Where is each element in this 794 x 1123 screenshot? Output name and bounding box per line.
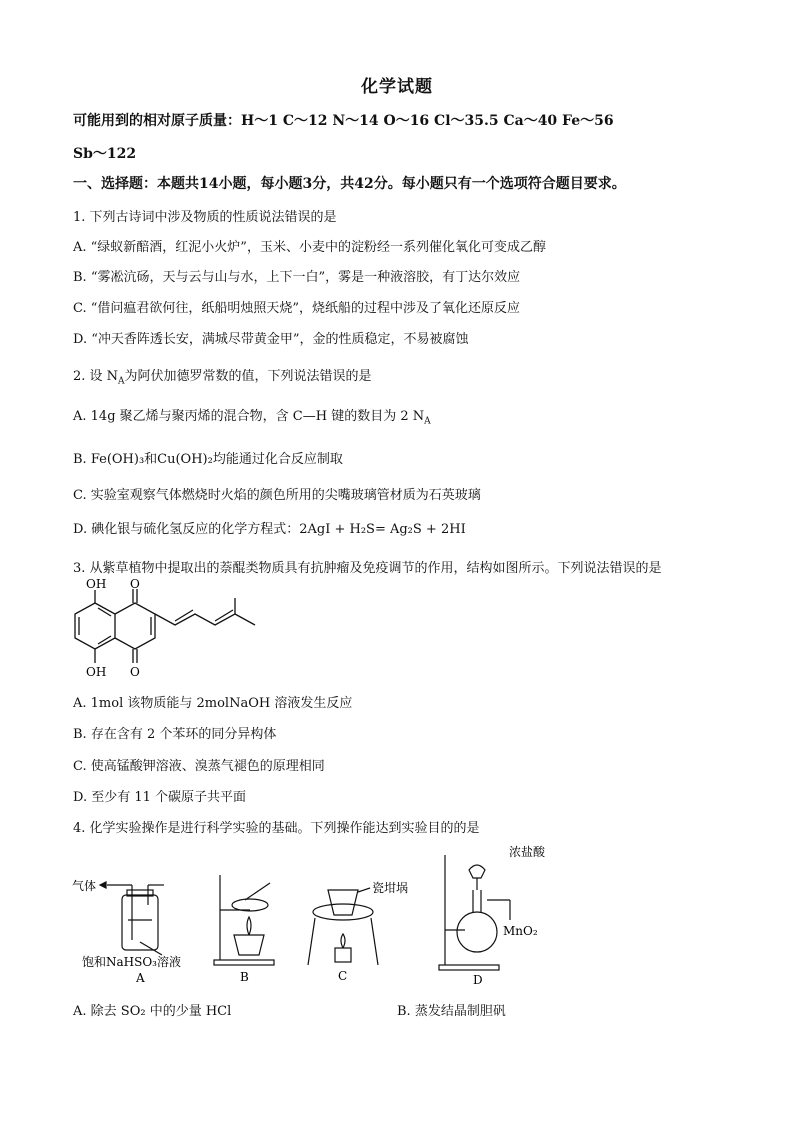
page-title: 化学试题: [361, 77, 433, 97]
apparatus-a: [72, 870, 202, 985]
q3-option-b: B. 存在含有 2 个苯环的同分异构体: [73, 727, 277, 742]
atomic-masses-line1: 可能用到的相对原子质量：H～1 C～12 N～14 O～16 Cl～35.5 Ca～40 Fe～56: [73, 113, 614, 129]
mno2-label: MnO₂: [503, 924, 538, 938]
q1-option-a: A. “绿蚁新醅酒，红泥小火炉”，玉米、小麦中的淀粉经一系列催化氧化可变成乙醇: [73, 240, 546, 255]
label-d: D: [473, 973, 483, 987]
label-a: A: [136, 971, 145, 985]
oh-bottom-label: OH: [86, 665, 107, 679]
q2-option-b: B. Fe(OH)₃和Cu(OH)₂均能通过化合反应制取: [73, 452, 343, 467]
q1-option-d: D. “冲天香阵透长安，满城尽带黄金甲”，金的性质稳定，不易被腐蚀: [73, 332, 469, 347]
q3-stem: 3. 从紫草植物中提取出的萘醌类物质具有抗肿瘤及免疫调节的作用，结构如图所示。下列说法错误的是: [73, 561, 662, 576]
solution-label: 饱和NaHSO₃溶液: [82, 955, 181, 969]
naphthoquinone-structure: [70, 578, 270, 688]
apparatus-d: [435, 840, 575, 990]
q2-stem-rest: 为阿伏加德罗常数的值，下列说法错误的是: [124, 369, 372, 384]
q2-option-a-sub: A: [424, 416, 431, 427]
q4-option-a: A. 除去 SO₂ 中的少量 HCl: [73, 1004, 232, 1019]
crucible-label: 瓷坩埚: [372, 881, 409, 895]
o-top-label: O: [130, 578, 140, 591]
oh-top-label: OH: [86, 578, 107, 591]
q2-option-c: C. 实验室观察气体燃烧时火焰的颜色所用的尖嘴玻璃管材质为石英玻璃: [73, 488, 481, 503]
q3-option-a: A. 1mol 该物质能与 2molNaOH 溶液发生反应: [73, 696, 353, 711]
q2-stem-prefix: 2. 设 N: [73, 369, 119, 384]
hcl-label: 浓盐酸: [509, 845, 546, 859]
q1-option-c: C. “借问瘟君欲何往，纸船明烛照天烧”，烧纸船的过程中涉及了氧化还原反应: [73, 301, 521, 316]
q1-option-b: B. “雾凇沆砀，天与云与山与水，上下一白”，雾是一种液溶胶，有丁达尔效应: [73, 270, 521, 285]
section-heading: 一、选择题：本题共14小题，每小题3分，共42分。每小题只有一个选项符合题目要求。: [73, 176, 626, 192]
label-c: C: [338, 969, 348, 983]
q2-stem: [73, 365, 372, 387]
q3-option-c: C. 使高锰酸钾溶液、溴蒸气褪色的原理相同: [73, 759, 325, 774]
q2-stem-sub: A: [118, 376, 125, 387]
q2-option-a: [73, 405, 431, 427]
q4-stem: 4. 化学实验操作是进行科学实验的基础。下列操作能达到实验目的的是: [73, 821, 480, 836]
atomic-masses-line2: Sb～122: [73, 146, 137, 162]
apparatus-c: [300, 870, 440, 985]
q4-option-b: B. 蒸发结晶制胆矾: [397, 1004, 506, 1019]
q1-stem: 1. 下列古诗词中涉及物质的性质说法错误的是: [73, 210, 337, 225]
apparatus-b: [210, 865, 290, 985]
gas-label: 气体: [72, 879, 97, 893]
q2-option-d: D. 碘化银与硫化氢反应的化学方程式：2AgI + H₂S= Ag₂S + 2HI: [73, 522, 466, 537]
q2-option-a-text: A. 14g 聚乙烯与聚丙烯的混合物，含 C—H 键的数目为 2 N: [73, 409, 425, 424]
o-bottom-label: O: [130, 665, 140, 679]
label-b: B: [240, 970, 249, 984]
q3-option-d: D. 至少有 11 个碳原子共平面: [73, 790, 247, 805]
